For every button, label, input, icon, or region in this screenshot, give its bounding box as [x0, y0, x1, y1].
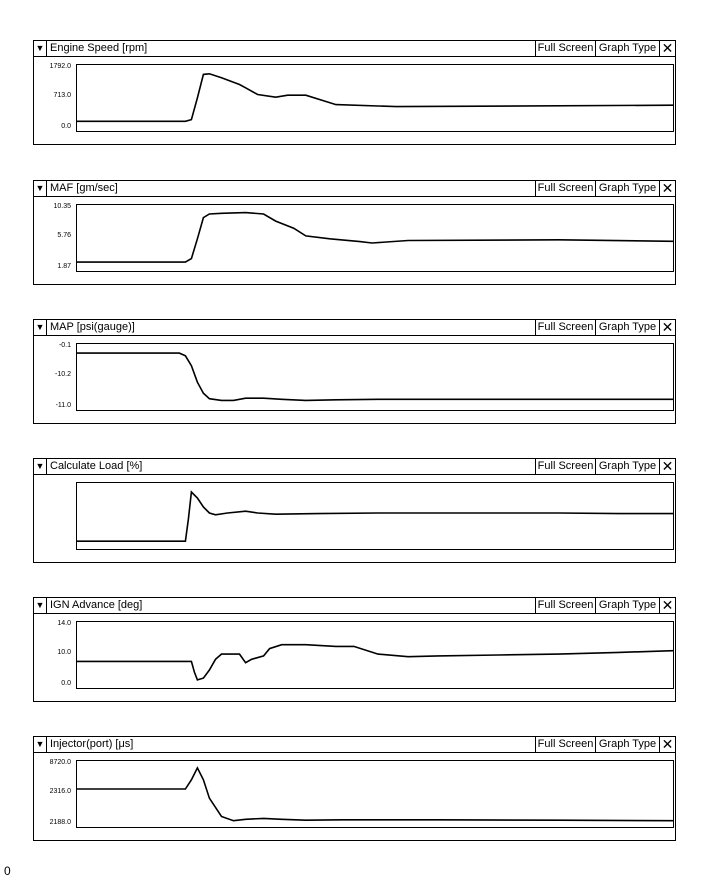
graph-title: Injector(port) [μs]: [50, 738, 134, 750]
graph-header: [34, 459, 675, 475]
y-tick-label: -10.2: [55, 371, 71, 378]
expand-icon[interactable]: ▼: [34, 598, 47, 613]
full-screen-button[interactable]: Full Screen: [535, 598, 595, 613]
graph-header: [34, 181, 675, 197]
graph-title: IGN Advance [deg]: [50, 599, 143, 611]
y-tick-label: 713.0: [53, 92, 71, 99]
close-icon[interactable]: ✕: [659, 598, 675, 613]
y-tick-label: -11.0: [55, 402, 71, 409]
graph-header: [34, 598, 675, 614]
full-screen-button[interactable]: Full Screen: [535, 41, 595, 56]
close-icon[interactable]: ✕: [659, 41, 675, 56]
y-tick-label: 0.0: [61, 123, 71, 130]
line-chart: [77, 761, 673, 827]
plot-area: [76, 760, 674, 828]
graph-type-button[interactable]: Graph Type: [595, 737, 659, 752]
footer-text: 0: [4, 864, 11, 878]
y-tick-label: 1.87: [57, 263, 71, 270]
graph-type-button[interactable]: Graph Type: [595, 320, 659, 335]
close-icon[interactable]: ✕: [659, 181, 675, 196]
expand-icon[interactable]: ▼: [34, 737, 47, 752]
graph-header: [34, 737, 675, 753]
y-tick-label: 2316.0: [49, 788, 71, 795]
close-icon[interactable]: ✕: [659, 320, 675, 335]
line-chart: [77, 205, 673, 271]
y-tick-label: 0.0: [61, 680, 71, 687]
line-chart: [77, 344, 673, 410]
graph-panel: [33, 40, 676, 145]
graph-panel: [33, 458, 676, 563]
y-tick-label: 5.76: [57, 232, 71, 239]
series-line: [77, 353, 673, 400]
plot-area: [76, 482, 674, 550]
graph-title: Calculate Load [%]: [50, 460, 143, 472]
plot-area: [76, 343, 674, 411]
y-tick-label: 8720.0: [49, 759, 71, 766]
graph-type-button[interactable]: Graph Type: [595, 41, 659, 56]
close-icon[interactable]: ✕: [659, 459, 675, 474]
full-screen-button[interactable]: Full Screen: [535, 737, 595, 752]
expand-icon[interactable]: ▼: [34, 459, 47, 474]
graph-type-button[interactable]: Graph Type: [595, 459, 659, 474]
series-line: [77, 492, 673, 541]
graph-title: MAP [psi(gauge)]: [50, 321, 135, 333]
series-line: [77, 768, 673, 821]
graph-panel: [33, 180, 676, 285]
graph-title: Engine Speed [rpm]: [50, 42, 148, 54]
expand-icon[interactable]: ▼: [34, 41, 47, 56]
plot-area: [76, 621, 674, 689]
series-line: [77, 74, 673, 122]
y-tick-label: 10.35: [53, 203, 71, 210]
y-tick-label: 2188.0: [49, 819, 71, 826]
graph-type-button[interactable]: Graph Type: [595, 181, 659, 196]
full-screen-button[interactable]: Full Screen: [535, 181, 595, 196]
close-icon[interactable]: ✕: [659, 737, 675, 752]
line-chart: [77, 622, 673, 688]
graph-type-button[interactable]: Graph Type: [595, 598, 659, 613]
series-line: [77, 645, 673, 680]
graph-title: MAF [gm/sec]: [50, 182, 118, 194]
graph-panel: [33, 597, 676, 702]
plot-area: [76, 204, 674, 272]
line-chart: [77, 65, 673, 131]
series-line: [77, 213, 673, 263]
plot-area: [76, 64, 674, 132]
y-tick-label: 14.0: [57, 620, 71, 627]
graph-header: [34, 41, 675, 57]
full-screen-button[interactable]: Full Screen: [535, 459, 595, 474]
y-tick-label: 1792.0: [49, 63, 71, 70]
graph-header: [34, 320, 675, 336]
full-screen-button[interactable]: Full Screen: [535, 320, 595, 335]
y-tick-label: 10.0: [57, 649, 71, 656]
graph-panel: [33, 736, 676, 841]
expand-icon[interactable]: ▼: [34, 320, 47, 335]
expand-icon[interactable]: ▼: [34, 181, 47, 196]
y-tick-label: -0.1: [58, 342, 71, 349]
line-chart: [77, 483, 673, 549]
graph-panel: [33, 319, 676, 424]
